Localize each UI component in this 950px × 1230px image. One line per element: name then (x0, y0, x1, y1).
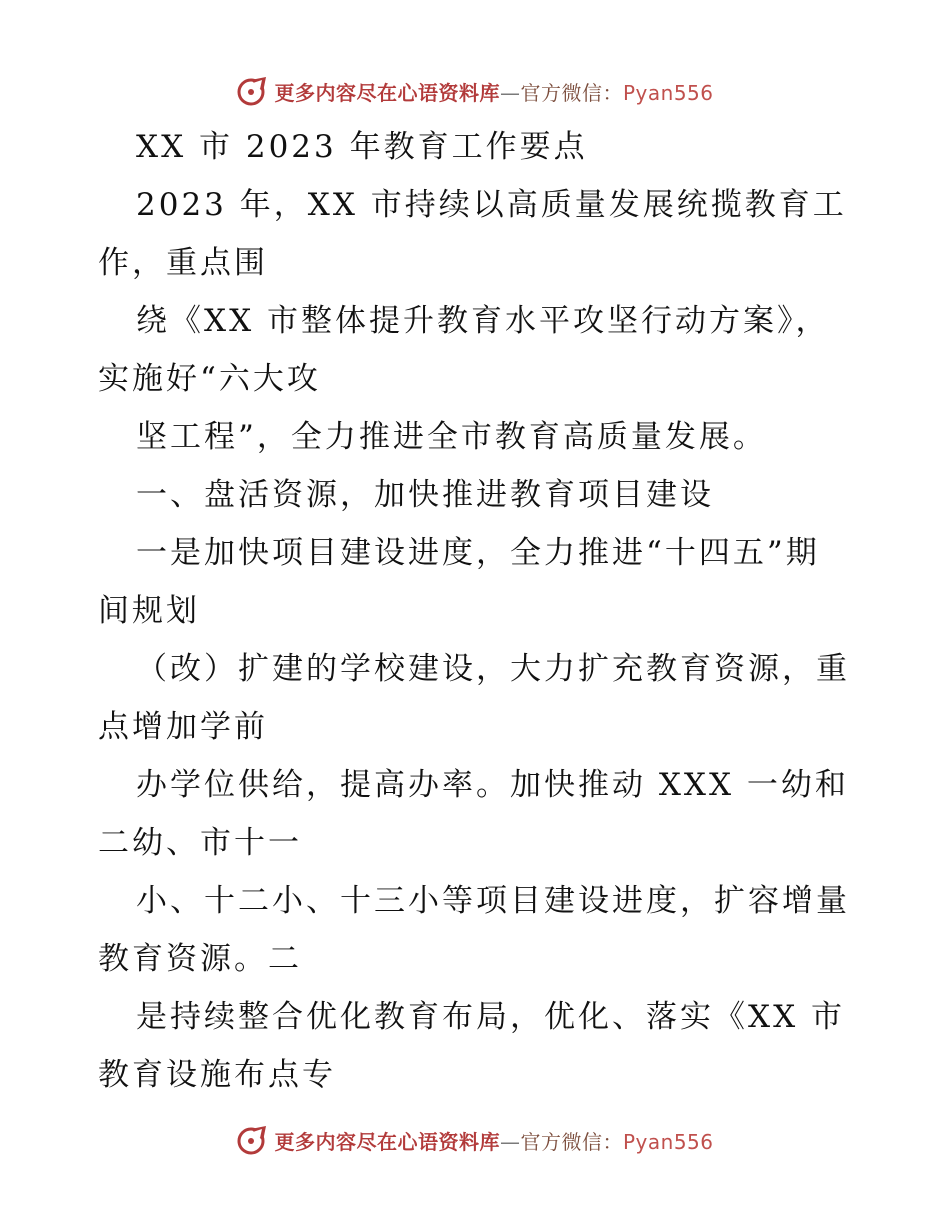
banner-separator: — (499, 1129, 521, 1154)
banner-wechat-id: Pyan556 (622, 1129, 714, 1154)
document-body (98, 118, 858, 1104)
pen-logo-icon (236, 74, 270, 108)
text-line: 一是加快项目建设进度，全力推进“十四五”期 (136, 535, 820, 571)
banner-text (274, 1126, 713, 1155)
text-line: 绕《XX 市整体提升教育水平攻坚行动方案》， (136, 303, 830, 339)
text-line: 一、盘活资源，加快推进教育项目建设 (136, 477, 714, 513)
text-line: 2023 年，XX 市持续以高质量发展统揽教育工 (136, 187, 847, 223)
text-line: 教育资源。二 (98, 941, 302, 977)
footer-banner (0, 1120, 950, 1160)
banner-text (274, 77, 713, 106)
banner-site-name: 更多内容尽在心语资料库 (274, 80, 500, 105)
text-line: 教育设施布点专 (98, 1057, 336, 1093)
banner-wechat-label: 官方微信： (520, 80, 623, 105)
header-banner (0, 71, 950, 111)
text-line: 坚工程”，全力推进全市教育高质量发展。 (136, 419, 767, 455)
text-line: 作，重点围 (98, 245, 268, 281)
text-line: 办学位供给，提高办率。加快推动 XXX 一幼和 (136, 767, 849, 803)
banner-separator: — (499, 80, 521, 105)
text-line: 小、十二小、十三小等项目建设进度，扩容增量 (136, 883, 850, 919)
text-line: （改）扩建的学校建设，大力扩充教育资源，重 (136, 651, 850, 687)
banner-wechat-label: 官方微信： (520, 1129, 623, 1154)
text-line: 实施好“六大攻 (98, 361, 321, 397)
text-line: 点增加学前 (98, 709, 268, 745)
document-title: XX 市 2023 年教育工作要点 (136, 129, 588, 165)
pen-logo-icon (236, 1123, 270, 1157)
text-line: 二幼、市十一 (98, 825, 302, 861)
text-line: 间规划 (98, 593, 200, 629)
banner-wechat-id: Pyan556 (622, 80, 714, 105)
banner-site-name: 更多内容尽在心语资料库 (274, 1129, 500, 1154)
text-line: 是持续整合优化教育布局，优化、落实《XX 市 (136, 999, 845, 1035)
